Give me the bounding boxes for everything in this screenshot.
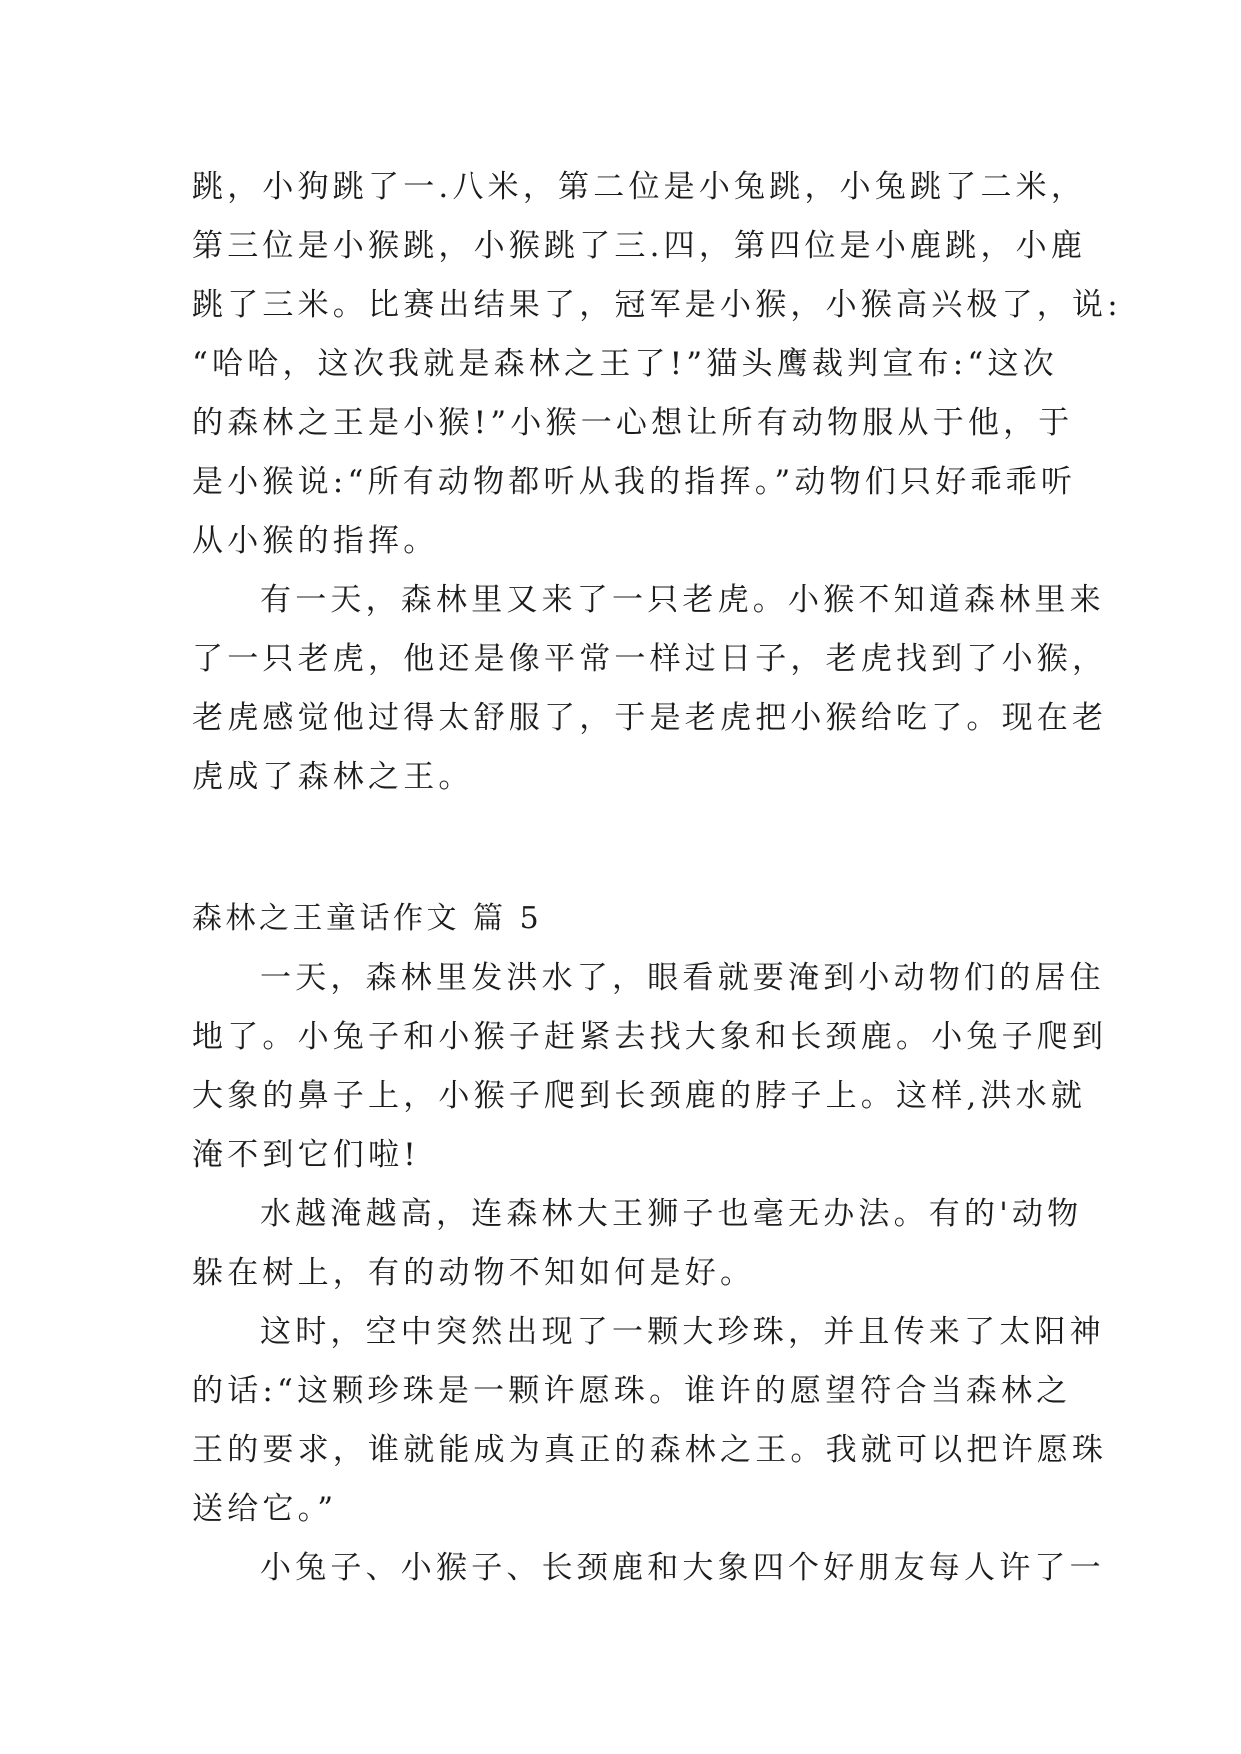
text-line: 是小猴说:“所有动物都听从我的指挥。”动物们只好乖乖听 <box>192 464 1077 500</box>
text-line: 大象的鼻子上，小猴子爬到长颈鹿的脖子上。这样,洪水就 <box>192 1078 1087 1114</box>
document-page <box>192 158 1122 1598</box>
paragraph <box>192 158 1122 571</box>
paragraph <box>192 1185 1083 1303</box>
text-line: 的话:“这颗珍珠是一颗许愿珠。谁许的愿望符合当森林之 <box>192 1373 1072 1409</box>
paragraph <box>192 1539 1105 1598</box>
text-line: 老虎感觉他过得太舒服了，于是老虎把小猴给吃了。现在老 <box>192 700 1108 736</box>
text-line: 王的要求，谁就能成为真正的森林之王。我就可以把许愿珠 <box>192 1432 1108 1468</box>
text-line: 淹不到它们啦! <box>192 1137 420 1173</box>
section-heading: 森林之王童话作文 篇 5 <box>192 901 543 936</box>
text-line: “哈哈，这次我就是森林之王了!”猫头鹰裁判宣布:“这次 <box>192 346 1058 382</box>
text-line: 送给它。” <box>192 1491 338 1527</box>
text-line: 从小猴的指挥。 <box>192 523 439 559</box>
text-line: 了一只老虎，他还是像平常一样过日子，老虎找到了小猴， <box>192 641 1108 677</box>
text-line: 躲在树上，有的动物不知如何是好。 <box>192 1255 756 1291</box>
paragraph <box>192 949 1108 1185</box>
text-line: 第三位是小猴跳，小猴跳了三.四，第四位是小鹿跳，小鹿 <box>192 228 1087 264</box>
text-line: 跳了三米。比赛出结果了，冠军是小猴，小猴高兴极了，说: <box>192 287 1122 323</box>
section-gap <box>192 807 1062 889</box>
paragraph <box>192 571 1108 807</box>
paragraph <box>192 1303 1108 1539</box>
text-line: 有一天，森林里又来了一只老虎。小猴不知道森林里来 <box>260 582 1105 618</box>
text-line: 地了。小兔子和小猴子赶紧去找大象和长颈鹿。小兔子爬到 <box>192 1019 1108 1055</box>
text-line: 跳，小狗跳了一.八米，第二位是小兔跳，小兔跳了二米， <box>192 169 1087 205</box>
text-line: 一天，森林里发洪水了，眼看就要淹到小动物们的居住 <box>260 960 1105 996</box>
text-line: 虎成了森林之王。 <box>192 759 474 795</box>
text-line: 这时，空中突然出现了一颗大珍珠，并且传来了太阳神 <box>260 1314 1105 1350</box>
text-line: 小兔子、小猴子、长颈鹿和大象四个好朋友每人许了一 <box>260 1550 1105 1586</box>
text-line: 的森林之王是小猴!”小猴一心想让所有动物服从于他，于 <box>192 405 1074 441</box>
text-line: 水越淹越高，连森林大王狮子也毫无办法。有的'动物 <box>260 1196 1083 1232</box>
